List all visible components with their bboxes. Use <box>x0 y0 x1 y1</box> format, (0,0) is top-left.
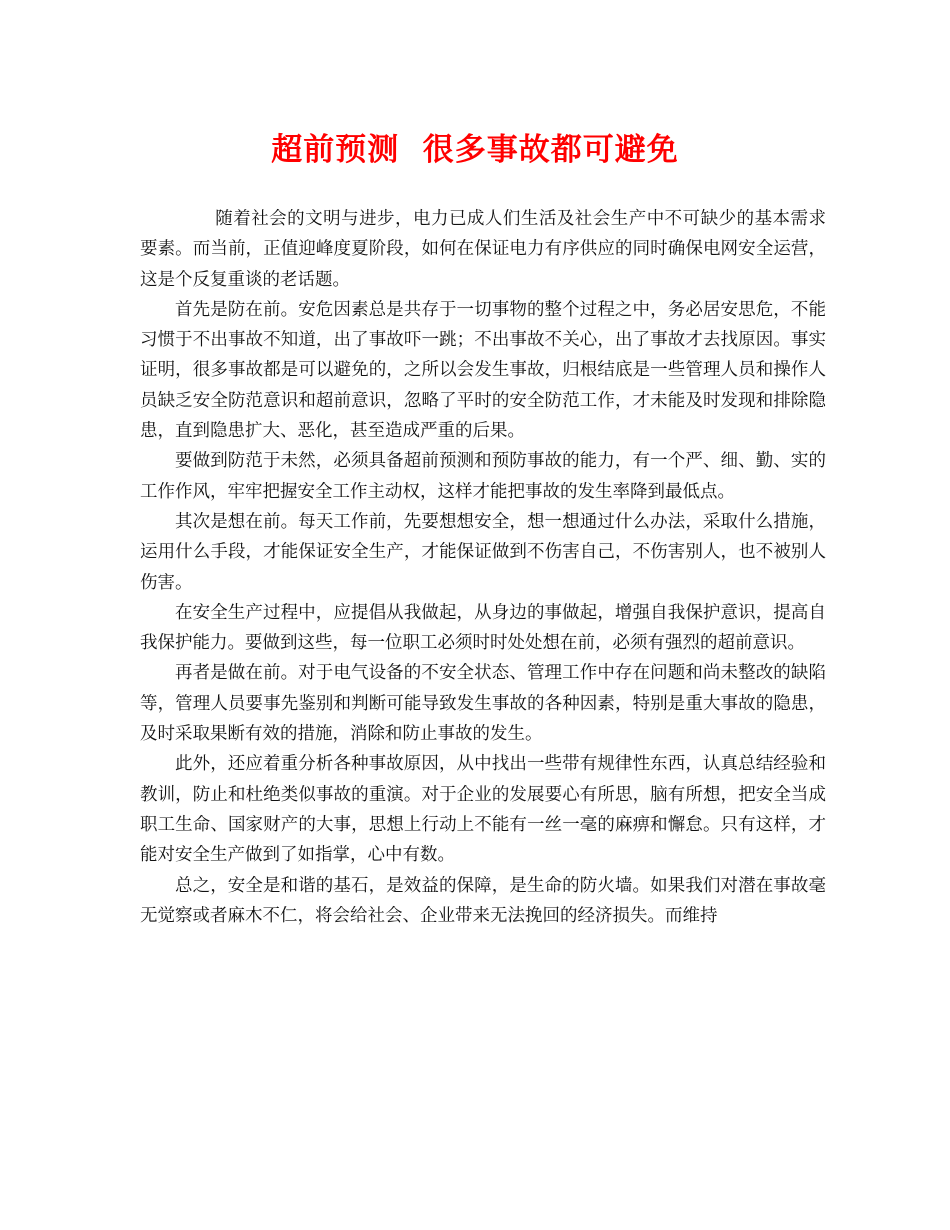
document-title: 超前预测 很多事故都可避免 <box>271 132 679 168</box>
paragraph-2: 首先是防在前。安危因素总是共存于一切事物的整个过程之中，务必居安思危，不能习惯于不出事故不知道，出了事故吓一跳；不出事故不关心，出了事故才去找原因。事实证明，很多事故都是可以避免的，之所以会发生事故，归根结底是一些管理人员和操作人员缺乏安全防范意识和超前意识，忽略了平时的安全防范工作，才未能及时发现和排除隐患，直到隐患扩大、恶化，甚至造成严重的后果。 <box>140 299 826 442</box>
paragraph-6: 再者是做在前。对于电气设备的不安全状态、管理工作中存在问题和尚未整改的缺陷等，管理人员要事先鉴别和判断可能导致发生事故的各种因素，特别是重大事故的隐患，及时采取果断有效的措施，消除和防止事故的发生。 <box>140 663 826 745</box>
paragraph-8: 总之，安全是和谐的基石，是效益的保障，是生命的防火墙。如果我们对潜在事故毫无觉察或者麻木不仁，将会给社会、企业带来无法挽回的经济损失。而维持 <box>140 875 826 926</box>
paragraph-1: 随着社会的文明与进步，电力已成人们生活及社会生产中不可缺少的基本需求要素。而当前，正值迎峰度夏阶段，如何在保证电力有序供应的同时确保电网安全运营，这是个反复重谈的老话题。 <box>140 209 826 290</box>
paragraph-4: 其次是想在前。每天工作前，先要想想安全，想一想通过什么办法，采取什么措施，运用什么手段，才能保证安全生产，才能保证做到不伤害自己，不伤害别人，也不被别人伤害。 <box>140 511 826 593</box>
document-body <box>140 204 826 931</box>
paragraph-7: 此外，还应着重分析各种事故原因，从中找出一些带有规律性东西，认真总结经验和教训，防止和杜绝类似事故的重演。对于企业的发展要心有所思，脑有所想，把安全当成职工生命、国家财产的大事，思想上行动上不能有一丝一毫的麻痹和懈怠。只有这样，才能对安全生产做到了如指掌，心中有数。 <box>140 754 826 866</box>
paragraph-5: 在安全生产过程中，应提倡从我做起，从身边的事做起，增强自我保护意识，提高自我保护能力。要做到这些，每一位职工必须时时处处想在前，必须有强烈的超前意识。 <box>140 602 826 654</box>
paragraph-3: 要做到防范于未然，必须具备超前预测和预防事故的能力，有一个严、细、勤、实的工作作风，牢牢把握安全工作主动权，这样才能把事故的发生率降到最低点。 <box>140 451 826 502</box>
